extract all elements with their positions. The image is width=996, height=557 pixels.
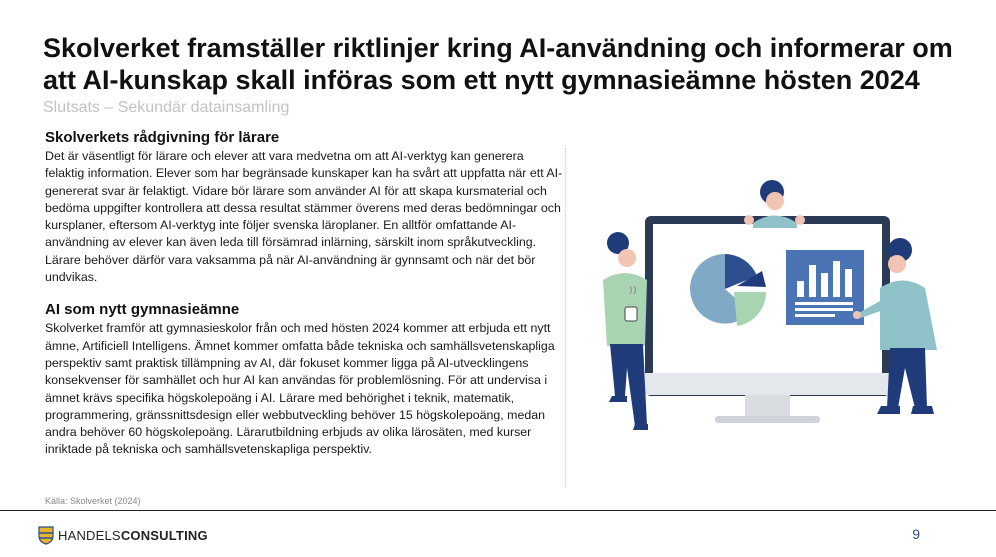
section-body: Det är väsentligt för lärare och elever att vara medvetna om att AI-verktyg kan generera felaktig information. Elever som har begränsade kunskaper kan ha svårt att uppfatta när ett AI-genererat svar är felaktigt. Vidare bör lärare som använder AI för att skapa kursmaterial och bedöma uppgifter kontrollera att dessa resultat stämmer överens med deras bedömningar och kursplaner, eftersom AI-verktyg inte följer svenska läroplaner. En alltför omfattande AI-användning av elever kan även leda till försämrad inlärning, särskilt inom språkutveckling. Lärare behöver därför vara vaksamma på när AI-användning är gynnsamt och när det bör undvikas. [45,149,563,285]
section-new-subject [45,300,563,458]
logo-text-light: HANDELS [58,527,121,543]
presentation-illustration-icon [585,168,955,438]
section-body: Skolverket framför att gymnasieskolor från och med hösten 2024 kommer att erbjuda ett nytt ämne, Artificiell Intelligens. Ämnet kommer omfatta både tekniska och samhällsvetenskapliga perspektiv samt praktisk tillämpning av AI, där fokuset kommer ligga på AI-utvecklingens konsekvenser för samhället och hur AI kan användas för problemlösning. För att undervisa i ämnet krävs specifika högskolepoäng i AI. Lärare med behörighet i teknik, matematik, programmering, gränssnittsdesign eller webbutveckling behöver 15 högskolepoäng, medan andra behöver 60 högskolepoäng. Lärarutbildning erbjuds av olika lärosäten, med kurser inriktade på tekniska och samhällsvetenskapliga perspektiv. [45,321,555,457]
section-heading: AI som nytt gymnasieämne [45,301,240,319]
column-divider [565,148,566,488]
text-content [45,128,563,473]
crest-icon [38,525,54,545]
logo-text-bold: CONSULTING [120,527,208,543]
page-title: Skolverket framställer riktlinjer kring AI-användning och informerar om att AI-kunskap skall införas som ett nytt gymnasieämne hösten 2024 [43,33,953,95]
company-logo [38,525,208,545]
footer-divider [0,510,996,511]
section-teacher-advice [45,128,563,286]
page-number: 9 [912,526,920,542]
page-subtitle: Slutsats – Sekundär datainsamling [43,99,290,116]
section-heading: Skolverkets rådgivning för lärare [45,129,280,146]
source-note: Källa: Skolverket (2024) [45,496,141,506]
